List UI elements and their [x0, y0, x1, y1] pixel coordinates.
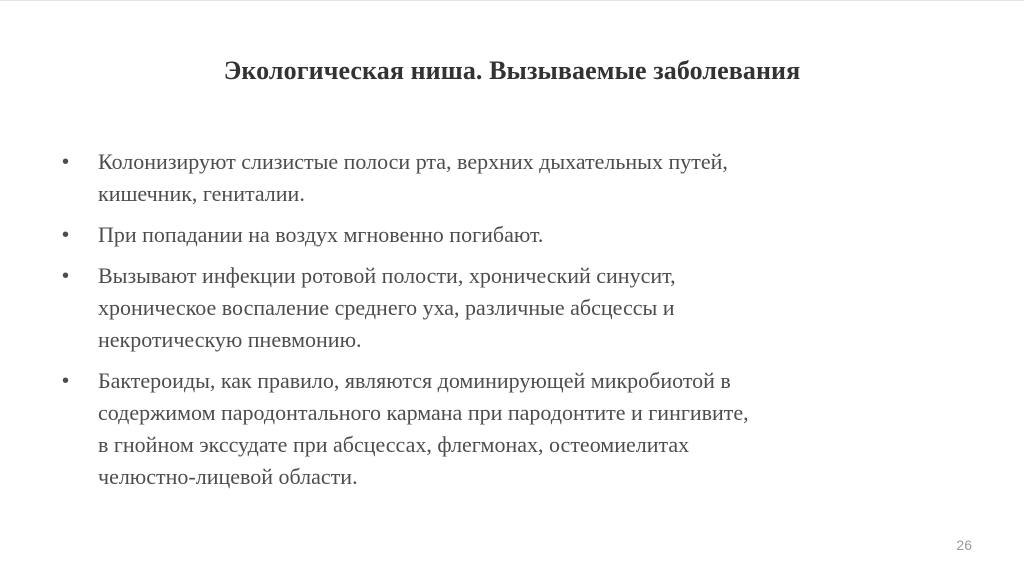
bullet-marker: •: [62, 151, 70, 173]
bullet-item-3: [62, 260, 982, 356]
bullet-text: При попадании на воздух мгновенно погибают.: [98, 222, 544, 247]
slide-title: Экологическая ниша. Вызываемые заболевания: [223, 56, 801, 85]
bullet-marker: •: [62, 224, 70, 246]
bullet-item-1: [62, 146, 982, 210]
bullet-text: Вызывают инфекции ротовой полости, хронический синусит, хроническое воспаление среднего уха, различные абсцессы и некротическую пневмонию.: [98, 263, 676, 352]
bullet-item-4: [62, 365, 982, 493]
page-number: 26: [956, 537, 972, 553]
bullet-list: [62, 146, 982, 502]
bullet-marker: •: [62, 370, 70, 392]
bullet-text: Колонизируют слизистые полоси рта, верхних дыхательных путей, кишечник, гениталии.: [98, 149, 728, 206]
bullet-text: Бактероиды, как правило, являются доминирующей микробиотой в содержимом пародонтального кармана при пародонтите и гингивите, в гнойном экссудате при абсцессах, флегмонах, остеомиелитах челюстно-лицевой области.: [98, 368, 749, 489]
bullet-item-2: [62, 219, 982, 251]
bullet-marker: •: [62, 265, 70, 287]
